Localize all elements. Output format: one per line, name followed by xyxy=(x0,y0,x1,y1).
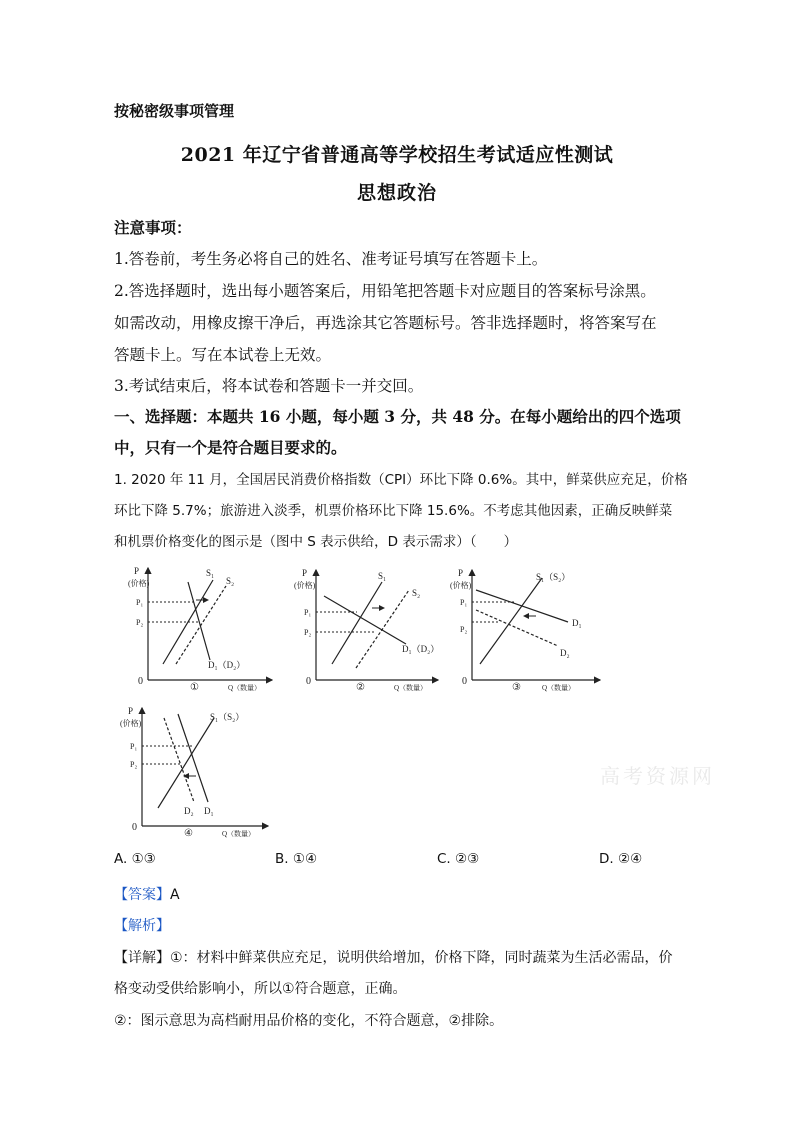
q-axis-label: Q（数量） xyxy=(222,830,256,838)
detail-line-2: ②：图示意思为高档耐用品价格的变化，不符合题意，②排除。 xyxy=(114,1013,504,1029)
p-axis-label: P xyxy=(302,568,308,578)
d2-label: D₂ xyxy=(560,648,570,658)
origin-label: 0 xyxy=(132,822,137,833)
option-c[interactable]: C. ②③ xyxy=(437,851,480,867)
p1-label: P₁ xyxy=(304,608,312,617)
d1-label: D₁ xyxy=(572,618,582,628)
price-axis-label: (价格) xyxy=(120,719,142,728)
analysis-line xyxy=(114,915,170,935)
p1-label: P₁ xyxy=(130,742,138,751)
origin-label: 0 xyxy=(462,676,467,687)
detail-text: ①：材料中鲜菜供应充足，说明供给增加，价格下降，同时蔬菜为生活必需品，价 xyxy=(170,950,673,966)
notice-line: 2.答选择题时，选出每小题答案后，用铅笔把答题卡对应题目的答案标号涂黑。 xyxy=(114,282,656,300)
p-axis-label: P xyxy=(458,568,464,578)
question-stem-line: 1. 2020 年 11 月，全国居民消费价格指数（CPI）环比下降 0.6%。其中，鲜菜供应充足，价格 xyxy=(114,472,688,488)
graph-number: ② xyxy=(356,682,365,693)
watermark: 高考资源网 xyxy=(600,764,715,788)
price-axis-label: (价格) xyxy=(128,579,150,588)
s-label: S₁（S₂） xyxy=(536,572,571,582)
s2-label: S₂ xyxy=(412,588,421,598)
p2-label: P₂ xyxy=(460,625,468,634)
d2-label: D₂ xyxy=(184,806,194,816)
answer-value: A xyxy=(170,887,180,903)
analysis-tag: 【解析】 xyxy=(114,918,170,934)
price-axis-label: (价格) xyxy=(450,581,472,590)
price-axis-label: (价格) xyxy=(294,581,316,590)
origin-label: 0 xyxy=(306,676,311,687)
d1-label: D₁ xyxy=(204,806,214,816)
question-stem-line: 和机票价格变化的图示是（图中 S 表示供给，D 表示需求）（ ） xyxy=(114,534,518,550)
notice-heading: 注意事项： xyxy=(114,218,192,237)
subject-title: 思想政治 xyxy=(356,182,437,204)
graph-4 xyxy=(118,702,273,842)
detail-line-cont: 格变动受供给影响小，所以①符合题意，正确。 xyxy=(114,981,407,997)
secret-level-label: 按秘密级事项管理 xyxy=(114,102,235,120)
s1-label: S₁ xyxy=(378,571,387,581)
p2-label: P₂ xyxy=(130,760,138,769)
option-d[interactable]: D. ②④ xyxy=(599,851,643,867)
graph-3 xyxy=(450,564,610,695)
p-axis-label: P xyxy=(134,566,140,576)
q-axis-label: Q（数量） xyxy=(228,684,262,692)
p1-label: P₁ xyxy=(136,598,144,607)
answer-tag: 【答案】 xyxy=(114,887,170,903)
answer-line xyxy=(114,884,180,904)
p-axis-label: P xyxy=(128,706,134,716)
notice-line: 1.答卷前，考生务必将自己的姓名、准考证号填写在答题卡上。 xyxy=(114,250,548,268)
p1-label: P₁ xyxy=(460,598,468,607)
exam-title: 2021 年辽宁省普通高等学校招生考试适应性测试 xyxy=(180,144,614,166)
graph-number: ④ xyxy=(184,828,193,839)
s2-label: S₂ xyxy=(226,576,235,586)
option-b[interactable]: B. ①④ xyxy=(275,851,318,867)
notice-line: 如需改动，用橡皮擦干净后，再选涂其它答题标号。答非选择题时，将答案写在 xyxy=(114,314,657,332)
s-label: S₁（S₂） xyxy=(210,712,245,722)
graph-number: ③ xyxy=(512,682,521,693)
origin-label: 0 xyxy=(138,676,143,687)
option-a[interactable]: A. ①③ xyxy=(114,851,156,867)
p2-label: P₂ xyxy=(136,618,144,627)
d-label: D₁（D₂） xyxy=(208,660,246,670)
question-stem-line: 环比下降 5.7%；旅游进入淡季，机票价格环比下降 15.6%。不考虑其他因素，正确反映鲜菜 xyxy=(114,503,673,519)
q-axis-label: Q（数量） xyxy=(394,684,428,692)
graph-2 xyxy=(294,564,444,695)
graph-number: ① xyxy=(190,682,199,693)
d-label: D₁（D₂） xyxy=(402,644,440,654)
s1-label: S₁ xyxy=(206,568,215,578)
notice-line: 答题卡上。写在本试卷上无效。 xyxy=(114,346,332,364)
q-axis-label: Q（数量） xyxy=(542,684,576,692)
section-heading-cont: 中，只有一个是符合题目要求的。 xyxy=(114,438,347,457)
p2-label: P₂ xyxy=(304,628,312,637)
graph-1 xyxy=(128,560,278,695)
detail-line xyxy=(114,947,673,967)
notice-line: 3.考试结束后，将本试卷和答题卡一并交回。 xyxy=(114,377,424,395)
section-heading: 一、选择题：本题共 16 小题，每小题 3 分，共 48 分。在每小题给出的四个选项 xyxy=(114,407,681,426)
detail-tag: 【详解】 xyxy=(114,950,170,966)
